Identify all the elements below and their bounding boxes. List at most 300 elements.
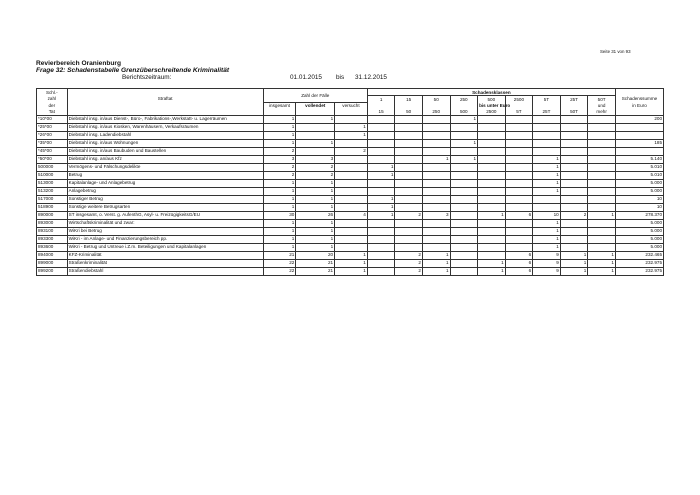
damage-class-to: 250 xyxy=(422,109,450,116)
cases-total: 2 xyxy=(263,171,296,179)
damage-class-count xyxy=(422,139,450,147)
damage-sum: 5.010 xyxy=(615,163,663,171)
cases-attempted: 4 xyxy=(335,211,368,219)
table-row xyxy=(37,259,664,267)
offense-key: *10*00 xyxy=(37,115,68,123)
cases-completed: 1 xyxy=(296,195,335,203)
table-row xyxy=(37,139,664,147)
table-row xyxy=(37,243,664,251)
offense-name: Sonstiger Betrug xyxy=(67,195,263,203)
cases-total: 1 xyxy=(263,227,296,235)
offense-name: Kapitalanlage- und Anlagebetrug xyxy=(67,179,263,187)
cases-completed: 1 xyxy=(296,243,335,251)
damage-sum: 185 xyxy=(615,139,663,147)
damage-class-count xyxy=(422,163,450,171)
damage-class-count: 1 xyxy=(533,227,561,235)
damage-class-count xyxy=(478,147,506,155)
damage-sum: 5.000 xyxy=(615,219,663,227)
damage-sum: 10 xyxy=(615,195,663,203)
damage-class-count xyxy=(422,147,450,155)
sum-header-2: in Euro xyxy=(615,102,663,109)
damage-class-count xyxy=(505,147,533,155)
key-header-3: der xyxy=(37,102,68,109)
table-row xyxy=(37,203,664,211)
damage-class-count: 1 xyxy=(533,235,561,243)
damage-class-count xyxy=(478,195,506,203)
damage-class-count: 6 xyxy=(505,259,533,267)
cases-total: 1 xyxy=(263,243,296,251)
cases-attempted xyxy=(335,171,368,179)
period-from: 01.01.2015 xyxy=(290,74,322,81)
key-header-2: zahl xyxy=(37,96,68,103)
damage-class-count xyxy=(422,115,450,123)
table-row xyxy=(37,227,664,235)
cases-attempted xyxy=(335,155,368,163)
damage-class-count xyxy=(395,131,423,139)
damage-class-count xyxy=(395,203,423,211)
damage-class-count xyxy=(478,155,506,163)
damage-class-count xyxy=(505,123,533,131)
damage-class-count xyxy=(450,211,478,219)
offense-key: *35*00 xyxy=(37,139,68,147)
damage-sum: 5.140 xyxy=(615,155,663,163)
damage-class-count xyxy=(588,131,616,139)
cases-total: 22 xyxy=(263,267,296,275)
cases-attempted xyxy=(335,115,368,123)
damage-class-count xyxy=(395,163,423,171)
damage-class-count xyxy=(533,131,561,139)
damage-class-count xyxy=(478,123,506,131)
damage-class-count xyxy=(367,131,395,139)
offense-key: *45*00 xyxy=(37,147,68,155)
damage-class-count: 1 xyxy=(533,171,561,179)
damage-sum: 5.000 xyxy=(615,179,663,187)
damage-class-count xyxy=(367,235,395,243)
offense-key: 899200 xyxy=(37,267,68,275)
cases-attempted xyxy=(335,179,368,187)
damage-class-count: 10 xyxy=(533,211,561,219)
table-title: Frage 32: Schadenstabelle Grenzüberschreitende Kriminalität xyxy=(36,67,230,74)
damage-class-count xyxy=(395,139,423,147)
cases-total: 2 xyxy=(263,147,296,155)
offense-header: Straftat xyxy=(67,96,263,103)
page-number: Seite 31 von 93 xyxy=(600,49,631,54)
offense-name: Anlagebetrug xyxy=(67,187,263,195)
offense-name: WiKri - im Anlage- und Finanzierungsbereich pp. xyxy=(67,235,263,243)
damage-class-count xyxy=(450,187,478,195)
damage-class-count: 1 xyxy=(422,267,450,275)
report-period xyxy=(36,74,436,82)
damage-class-count xyxy=(422,171,450,179)
damage-class-count xyxy=(560,163,588,171)
period-to-word: bis xyxy=(336,74,345,81)
damage-classes-header: Schadensklassen xyxy=(367,89,615,96)
cases-completed: 21 xyxy=(296,267,335,275)
table-row xyxy=(37,131,664,139)
damage-class-count xyxy=(533,147,561,155)
damage-sum: 10 xyxy=(615,203,663,211)
damage-class-count xyxy=(478,179,506,187)
table-row xyxy=(37,187,664,195)
damage-class-from: 2500 xyxy=(505,96,533,103)
offense-key: 510000 xyxy=(37,171,68,179)
cases-attempted xyxy=(335,235,368,243)
key-header-1: Schl.- xyxy=(37,89,68,96)
cases-total: 1 xyxy=(263,179,296,187)
table-row xyxy=(37,235,664,243)
cases-attempted-header: versucht xyxy=(335,102,368,109)
damage-class-count xyxy=(560,219,588,227)
cases-completed: 1 xyxy=(296,115,335,123)
cases-attempted xyxy=(335,227,368,235)
damage-sum: 5.000 xyxy=(615,243,663,251)
damage-class-count xyxy=(533,195,561,203)
offense-key: 500000 xyxy=(37,163,68,171)
offense-name: Diebstahl insg. in/aus Wohnungen xyxy=(67,139,263,147)
cases-completed: 1 xyxy=(296,203,335,211)
cases-attempted xyxy=(335,187,368,195)
cases-attempted: 1 xyxy=(335,251,368,259)
cases-total: 1 xyxy=(263,187,296,195)
damage-class-count xyxy=(367,179,395,187)
damage-class-from: 25T xyxy=(560,96,588,103)
damage-class-to: 500 xyxy=(450,109,478,116)
table-body xyxy=(37,115,664,275)
damage-class-count xyxy=(588,195,616,203)
cases-completed-header: vollendet xyxy=(296,102,335,109)
damage-class-count xyxy=(588,219,616,227)
damage-class-count: 9 xyxy=(533,267,561,275)
damage-class-count xyxy=(367,267,395,275)
damage-class-from: 5T xyxy=(533,96,561,103)
damage-class-count xyxy=(505,155,533,163)
damage-class-count: 1 xyxy=(533,187,561,195)
damage-class-to: mehr xyxy=(588,109,616,116)
damage-class-count xyxy=(505,219,533,227)
damage-class-count: 6 xyxy=(505,251,533,259)
damage-class-count xyxy=(560,235,588,243)
damage-class-count xyxy=(560,195,588,203)
damage-class-count xyxy=(395,243,423,251)
damage-sum: 200 xyxy=(615,115,663,123)
damage-sum xyxy=(615,131,663,139)
damage-sum: 5.000 xyxy=(615,187,663,195)
damage-class-count xyxy=(478,219,506,227)
table-row xyxy=(37,163,664,171)
damage-class-count xyxy=(560,131,588,139)
region-heading: Revierbereich Oranienburg xyxy=(36,60,122,67)
damage-class-count: 1 xyxy=(588,211,616,219)
damage-sum xyxy=(615,123,663,131)
damage-class-count: 1 xyxy=(422,259,450,267)
damage-class-count: 1 xyxy=(533,179,561,187)
damage-class-count xyxy=(533,203,561,211)
damage-class-count: 1 xyxy=(450,155,478,163)
damage-class-count xyxy=(422,179,450,187)
offense-name: Diebstahl insg. in/aus Dienst-, Büro-, Fabrikations-,Werkstatt- u. Lagerräumen xyxy=(67,115,263,123)
damage-class-from: 250 xyxy=(450,96,478,103)
damage-class-count: 1 xyxy=(588,259,616,267)
offense-name: WiKri - Betrug und Untreue i.Z.m. Beteiligungen und Kapitalanlagen xyxy=(67,243,263,251)
cases-total: 1 xyxy=(263,219,296,227)
offense-name: Vermögens- und Fälschungsdelikte xyxy=(67,163,263,171)
damage-class-count: 2 xyxy=(395,267,423,275)
damage-class-count: 1 xyxy=(422,155,450,163)
table-row xyxy=(37,267,664,275)
damage-class-count: 1 xyxy=(367,211,395,219)
damage-class-count xyxy=(588,163,616,171)
cases-total: 2 xyxy=(263,163,296,171)
damage-class-count xyxy=(505,179,533,187)
damage-class-count xyxy=(395,179,423,187)
damage-class-count xyxy=(533,115,561,123)
damage-class-count xyxy=(560,179,588,187)
damage-class-count xyxy=(478,251,506,259)
cases-total: 21 xyxy=(263,251,296,259)
offense-key: 513200 xyxy=(37,187,68,195)
damage-class-count xyxy=(450,179,478,187)
damage-class-count xyxy=(478,139,506,147)
cases-total: 30 xyxy=(263,211,296,219)
damage-class-count xyxy=(505,131,533,139)
damage-class-count: 1 xyxy=(478,211,506,219)
damage-class-count xyxy=(588,235,616,243)
damage-class-count: 1 xyxy=(588,267,616,275)
damage-class-count: 1 xyxy=(533,155,561,163)
damage-class-count xyxy=(450,251,478,259)
cases-attempted: 1 xyxy=(335,123,368,131)
cases-total: 1 xyxy=(263,123,296,131)
offense-key: 890000 xyxy=(37,211,68,219)
offense-key: 513000 xyxy=(37,179,68,187)
damage-class-mid: und xyxy=(588,102,616,109)
damage-class-count xyxy=(367,115,395,123)
damage-class-count xyxy=(450,171,478,179)
damage-class-count xyxy=(478,163,506,171)
damage-class-count xyxy=(560,171,588,179)
damage-class-count xyxy=(588,171,616,179)
damage-class-count: 1 xyxy=(560,251,588,259)
cases-total: 1 xyxy=(263,203,296,211)
damage-class-count: 6 xyxy=(505,267,533,275)
cases-completed: 1 xyxy=(296,235,335,243)
period-label: Berichtszeitraum: xyxy=(122,74,172,81)
damage-class-count: 1 xyxy=(533,243,561,251)
damage-class-count: 1 xyxy=(478,267,506,275)
damage-class-count xyxy=(478,131,506,139)
damage-class-count xyxy=(588,227,616,235)
damage-class-count: 2 xyxy=(560,211,588,219)
damage-class-count xyxy=(533,139,561,147)
cases-attempted: 1 xyxy=(335,259,368,267)
cases-completed: 3 xyxy=(296,155,335,163)
offense-key: *25*00 xyxy=(37,123,68,131)
offense-name: Betrug xyxy=(67,171,263,179)
damage-class-count xyxy=(588,115,616,123)
table-row xyxy=(37,115,664,123)
table-row xyxy=(37,195,664,203)
damage-class-count xyxy=(560,139,588,147)
cases-header: Zahl der Fälle xyxy=(263,89,367,103)
table-row xyxy=(37,251,664,259)
damage-class-count xyxy=(478,243,506,251)
key-header-4: Tat xyxy=(37,109,68,116)
damage-class-count xyxy=(395,227,423,235)
damage-class-count xyxy=(505,203,533,211)
cases-completed: 2 xyxy=(296,171,335,179)
damage-class-count xyxy=(588,187,616,195)
damage-class-count xyxy=(588,203,616,211)
cases-completed: 26 xyxy=(296,211,335,219)
cases-completed: 1 xyxy=(296,139,335,147)
damage-class-to: 15 xyxy=(367,109,395,116)
damage-class-count xyxy=(505,195,533,203)
damage-class-count xyxy=(395,219,423,227)
damage-class-count: 1 xyxy=(422,251,450,259)
damage-class-count xyxy=(367,123,395,131)
damage-class-count: 1 xyxy=(478,259,506,267)
damage-class-count xyxy=(367,227,395,235)
damage-class-count xyxy=(560,155,588,163)
damage-class-count xyxy=(505,187,533,195)
cases-attempted xyxy=(335,203,368,211)
cases-completed: 1 xyxy=(296,187,335,195)
cases-completed: 1 xyxy=(296,227,335,235)
damage-class-count xyxy=(478,203,506,211)
damage-class-count xyxy=(478,115,506,123)
damage-class-count: 1 xyxy=(367,195,395,203)
damage-class-count xyxy=(422,131,450,139)
damage-class-from: 50T xyxy=(588,96,616,103)
damage-class-count xyxy=(367,147,395,155)
offense-key: 899000 xyxy=(37,259,68,267)
damage-class-count xyxy=(588,123,616,131)
cases-completed xyxy=(296,131,335,139)
damage-class-count xyxy=(478,187,506,195)
offense-key: 518900 xyxy=(37,203,68,211)
damage-class-count xyxy=(588,139,616,147)
table-row xyxy=(37,211,664,219)
damage-class-count: 9 xyxy=(533,251,561,259)
damage-class-count xyxy=(505,139,533,147)
damage-class-from: 15 xyxy=(395,96,423,103)
damage-table xyxy=(36,88,664,276)
damage-class-count: 2 xyxy=(395,211,423,219)
damage-class-count xyxy=(588,179,616,187)
damage-class-count: 1 xyxy=(367,171,395,179)
damage-class-count xyxy=(560,243,588,251)
damage-class-count: 1 xyxy=(533,163,561,171)
damage-class-count xyxy=(395,123,423,131)
cases-attempted: 1 xyxy=(335,131,368,139)
table-row xyxy=(37,219,664,227)
damage-class-count xyxy=(395,147,423,155)
cases-total: 1 xyxy=(263,115,296,123)
damage-class-to: 2500 xyxy=(478,109,506,116)
damage-class-count xyxy=(395,235,423,243)
damage-sum: 5.010 xyxy=(615,171,663,179)
damage-class-count xyxy=(395,171,423,179)
damage-class-count xyxy=(450,267,478,275)
damage-sum xyxy=(615,147,663,155)
damage-class-count xyxy=(588,147,616,155)
damage-class-count xyxy=(478,171,506,179)
damage-class-count xyxy=(560,115,588,123)
offense-name: Diebstahl insg. in/aus Baubuden und Baustellen xyxy=(67,147,263,155)
damage-class-count: 1 xyxy=(588,251,616,259)
damage-class-count xyxy=(450,163,478,171)
damage-class-count: 1 xyxy=(560,267,588,275)
offense-key: 893300 xyxy=(37,235,68,243)
damage-class-count: 1 xyxy=(450,139,478,147)
damage-class-count xyxy=(450,219,478,227)
cases-attempted xyxy=(335,195,368,203)
damage-class-count xyxy=(422,123,450,131)
offense-key: 893000 xyxy=(37,219,68,227)
damage-class-count xyxy=(367,219,395,227)
cases-completed: 20 xyxy=(296,251,335,259)
damage-class-count xyxy=(450,147,478,155)
damage-class-count: 1 xyxy=(450,115,478,123)
offense-key: *26*00 xyxy=(37,131,68,139)
offense-name: ST insgesamt, o. Verst. g. AufenthG, Asyl- u. FreizügigkeitsG/EU xyxy=(67,211,263,219)
damage-sum: 278.370 xyxy=(615,211,663,219)
damage-class-count xyxy=(505,171,533,179)
damage-class-count xyxy=(588,243,616,251)
cases-total: 1 xyxy=(263,195,296,203)
damage-class-count xyxy=(505,235,533,243)
offense-name: KFZ-Kriminalität xyxy=(67,251,263,259)
cases-completed: 1 xyxy=(296,219,335,227)
damage-class-count xyxy=(560,147,588,155)
table-row xyxy=(37,155,664,163)
offense-key: 517000 xyxy=(37,195,68,203)
offense-name: Straßenkriminalität xyxy=(67,259,263,267)
cases-attempted: 1 xyxy=(335,267,368,275)
damage-class-count xyxy=(422,235,450,243)
damage-class-count xyxy=(505,115,533,123)
cases-total-header: insgesamt xyxy=(263,102,296,109)
damage-class-count xyxy=(422,195,450,203)
cases-attempted xyxy=(335,243,368,251)
damage-class-count xyxy=(450,195,478,203)
offense-key: 893100 xyxy=(37,227,68,235)
damage-class-count xyxy=(395,115,423,123)
offense-key: 894000 xyxy=(37,251,68,259)
offense-name: Diebstahl insg. Ladendiebstahl xyxy=(67,131,263,139)
damage-class-count: 2 xyxy=(395,251,423,259)
offense-key: *50*00 xyxy=(37,155,68,163)
cases-total: 1 xyxy=(263,235,296,243)
damage-class-count xyxy=(560,227,588,235)
table-row xyxy=(37,171,664,179)
damage-class-count xyxy=(478,235,506,243)
damage-sum: 232.975 xyxy=(615,267,663,275)
damage-class-count: 6 xyxy=(505,211,533,219)
damage-class-to: 50 xyxy=(395,109,423,116)
damage-class-count: 3 xyxy=(422,211,450,219)
damage-class-count: 1 xyxy=(533,219,561,227)
offense-name: Wirtschaftskriminalität und zwar: xyxy=(67,219,263,227)
damage-class-count: 1 xyxy=(367,163,395,171)
damage-class-count: 1 xyxy=(367,203,395,211)
damage-class-count xyxy=(478,227,506,235)
damage-class-count xyxy=(367,187,395,195)
damage-class-count xyxy=(367,243,395,251)
damage-class-count xyxy=(395,187,423,195)
damage-sum: 232.975 xyxy=(615,259,663,267)
damage-class-count xyxy=(588,155,616,163)
